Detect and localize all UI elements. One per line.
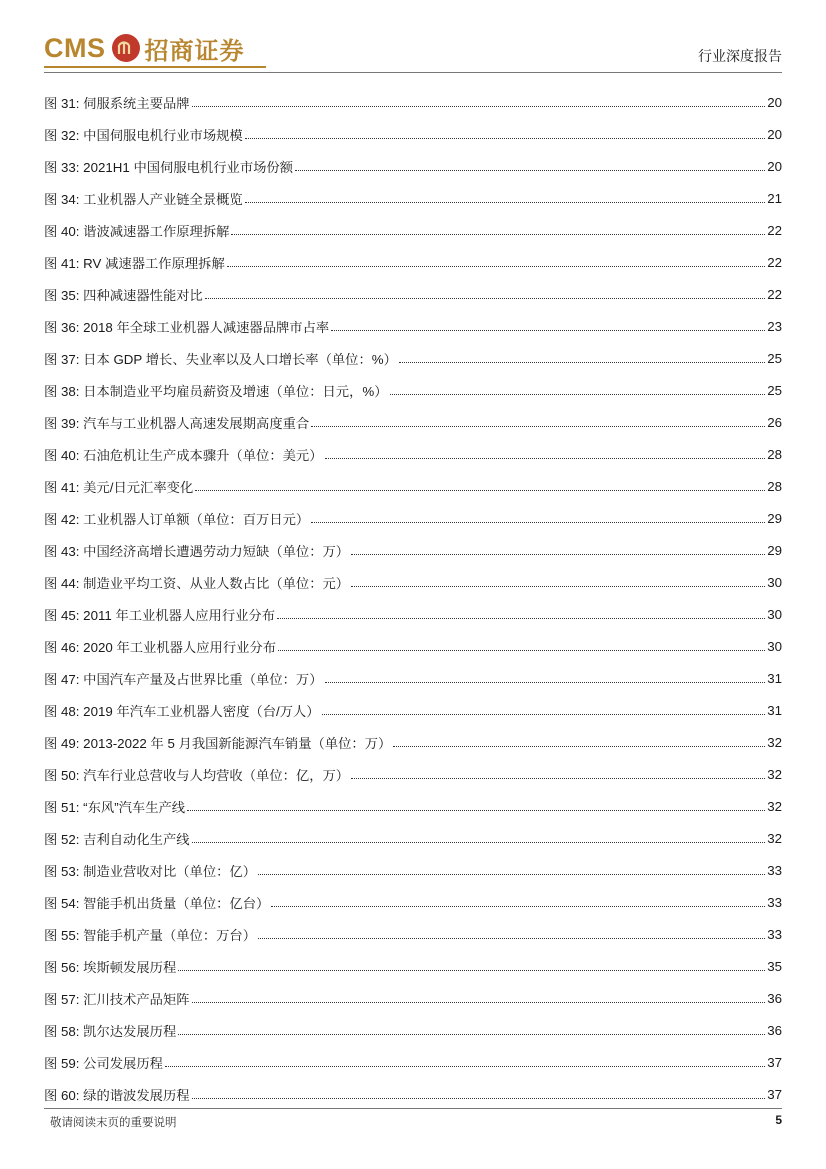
toc-entry-page: 30: [767, 638, 782, 654]
toc-entry[interactable]: [44, 1014, 782, 1046]
toc-entry-label: 图 56: 埃斯顿发展历程: [44, 959, 177, 975]
toc-leader-dots: [331, 330, 765, 331]
toc-entry[interactable]: [44, 438, 782, 470]
toc-entry-page: 37: [767, 1086, 782, 1102]
toc-entry-label: 图 47: 中国汽车产量及占世界比重（单位：万）: [44, 671, 323, 687]
toc-entry[interactable]: [44, 246, 782, 278]
toc-entry-label: 图 60: 绿的谐波发展历程: [44, 1087, 190, 1103]
toc-leader-dots: [192, 1098, 766, 1099]
toc-entry[interactable]: [44, 886, 782, 918]
toc-entry-label: 图 38: 日本制造业平均雇员薪资及增速（单位：日元，%）: [44, 383, 388, 399]
toc-leader-dots: [187, 810, 765, 811]
toc-leader-dots: [165, 1066, 765, 1067]
toc-entry-page: 28: [767, 478, 782, 494]
figure-list: [44, 86, 782, 1110]
toc-entry-page: 22: [767, 254, 782, 270]
logo-wordmark: CMS: [44, 32, 106, 63]
toc-leader-dots: [311, 522, 765, 523]
toc-entry-label: 图 45: 2011 年工业机器人应用行业分布: [44, 607, 276, 623]
toc-entry-page: 32: [767, 766, 782, 782]
toc-entry-label: 图 57: 汇川技术产品矩阵: [44, 991, 190, 1007]
toc-entry-page: 31: [767, 670, 782, 686]
toc-entry[interactable]: [44, 470, 782, 502]
toc-entry[interactable]: [44, 150, 782, 182]
toc-entry-page: 33: [767, 894, 782, 910]
toc-entry[interactable]: [44, 822, 782, 854]
toc-entry[interactable]: [44, 1046, 782, 1078]
toc-entry[interactable]: [44, 214, 782, 246]
toc-entry-label: 图 58: 凯尔达发展历程: [44, 1023, 177, 1039]
toc-entry-label: 图 54: 智能手机出货量（单位：亿台）: [44, 895, 270, 911]
logo-emblem-icon: [112, 34, 140, 62]
toc-leader-dots: [325, 682, 766, 683]
toc-entry-label: 图 31: 伺服系统主要品牌: [44, 95, 190, 111]
toc-leader-dots: [195, 490, 765, 491]
page-number: 5: [775, 1113, 782, 1127]
toc-entry-label: 图 50: 汽车行业总营收与人均营收（单位：亿，万）: [44, 767, 350, 783]
toc-entry-label: 图 49: 2013-2022 年 5 月我国新能源汽车销量（单位：万）: [44, 735, 392, 751]
toc-entry-page: 36: [767, 1022, 782, 1038]
toc-leader-dots: [351, 554, 765, 555]
toc-entry-page: 32: [767, 798, 782, 814]
toc-entry[interactable]: [44, 118, 782, 150]
toc-entry-label: 图 40: 谐波减速器工作原理拆解: [44, 223, 230, 239]
toc-leader-dots: [322, 714, 766, 715]
logo-chinese-name: 招商证券: [144, 36, 245, 65]
toc-entry[interactable]: [44, 406, 782, 438]
toc-leader-dots: [205, 298, 765, 299]
toc-entry-page: 29: [767, 542, 782, 558]
toc-leader-dots: [227, 266, 765, 267]
toc-entry[interactable]: [44, 566, 782, 598]
toc-entry[interactable]: [44, 950, 782, 982]
toc-entry-page: 25: [767, 382, 782, 398]
footer-disclaimer: 敬请阅读末页的重要说明: [50, 1115, 177, 1129]
toc-leader-dots: [271, 906, 765, 907]
toc-entry[interactable]: [44, 726, 782, 758]
toc-entry[interactable]: [44, 694, 782, 726]
toc-entry-page: 28: [767, 446, 782, 462]
cms-logo: [44, 28, 245, 68]
toc-leader-dots: [311, 426, 765, 427]
toc-entry-page: 20: [767, 126, 782, 142]
toc-entry[interactable]: [44, 982, 782, 1014]
toc-entry[interactable]: [44, 534, 782, 566]
toc-entry-label: 图 41: RV 减速器工作原理拆解: [44, 255, 225, 271]
toc-entry[interactable]: [44, 502, 782, 534]
toc-entry-label: 图 42: 工业机器人订单额（单位：百万日元）: [44, 511, 310, 527]
footer-divider: [44, 1108, 782, 1109]
toc-entry-label: 图 32: 中国伺服电机行业市场规模: [44, 127, 243, 143]
header-divider: [44, 72, 782, 73]
toc-entry-page: 32: [767, 734, 782, 750]
toc-leader-dots: [399, 362, 765, 363]
toc-entry[interactable]: [44, 854, 782, 886]
toc-entry-label: 图 33: 2021H1 中国伺服电机行业市场份额: [44, 159, 294, 175]
toc-entry-label: 图 41: 美元/日元汇率变化: [44, 479, 194, 495]
toc-leader-dots: [258, 938, 765, 939]
toc-entry-page: 25: [767, 350, 782, 366]
toc-entry-page: 37: [767, 1054, 782, 1070]
toc-entry[interactable]: [44, 310, 782, 342]
toc-leader-dots: [192, 106, 766, 107]
toc-entry[interactable]: [44, 182, 782, 214]
toc-entry-label: 图 51: “东风”汽车生产线: [44, 799, 186, 815]
toc-entry-label: 图 55: 智能手机产量（单位：万台）: [44, 927, 257, 943]
toc-leader-dots: [192, 842, 766, 843]
toc-entry-label: 图 35: 四种减速器性能对比: [44, 287, 203, 303]
toc-entry-label: 图 39: 汽车与工业机器人高速发展期高度重合: [44, 415, 310, 431]
toc-entry-label: 图 34: 工业机器人产业链全景概览: [44, 191, 243, 207]
toc-entry-page: 20: [767, 158, 782, 174]
toc-entry-page: 31: [767, 702, 782, 718]
toc-leader-dots: [258, 874, 765, 875]
report-type-label: 行业深度报告: [698, 49, 782, 65]
toc-leader-dots: [245, 202, 765, 203]
toc-entry-label: 图 52: 吉利自动化生产线: [44, 831, 190, 847]
toc-entry[interactable]: [44, 662, 782, 694]
toc-entry-page: 23: [767, 318, 782, 334]
toc-entry-page: 35: [767, 958, 782, 974]
toc-entry-label: 图 40: 石油危机让生产成本骤升（单位：美元）: [44, 447, 323, 463]
toc-leader-dots: [390, 394, 766, 395]
toc-entry[interactable]: [44, 374, 782, 406]
toc-leader-dots: [277, 618, 765, 619]
toc-entry-page: 30: [767, 606, 782, 622]
toc-leader-dots: [231, 234, 765, 235]
toc-entry-label: 图 36: 2018 年全球工业机器人减速器品牌市占率: [44, 319, 330, 335]
toc-leader-dots: [192, 1002, 766, 1003]
toc-leader-dots: [178, 1034, 765, 1035]
toc-entry-page: 36: [767, 990, 782, 1006]
toc-entry[interactable]: [44, 918, 782, 950]
toc-entry[interactable]: [44, 278, 782, 310]
toc-leader-dots: [295, 170, 765, 171]
toc-entry-page: 26: [767, 414, 782, 430]
toc-entry[interactable]: [44, 758, 782, 790]
toc-entry[interactable]: [44, 342, 782, 374]
toc-entry-label: 图 37: 日本 GDP 增长、失业率以及人口增长率（单位：%）: [44, 351, 397, 367]
toc-leader-dots: [325, 458, 766, 459]
toc-entry-page: 21: [767, 190, 782, 206]
toc-entry-label: 图 53: 制造业营收对比（单位：亿）: [44, 863, 257, 879]
toc-leader-dots: [278, 650, 765, 651]
toc-entry-page: 22: [767, 222, 782, 238]
page-header: [44, 28, 782, 72]
toc-leader-dots: [351, 778, 765, 779]
toc-leader-dots: [245, 138, 765, 139]
toc-entry-page: 29: [767, 510, 782, 526]
toc-entry-label: 图 44: 制造业平均工资、从业人数占比（单位：元）: [44, 575, 350, 591]
toc-entry[interactable]: [44, 630, 782, 662]
logo-underline: [44, 66, 266, 68]
toc-leader-dots: [178, 970, 765, 971]
toc-entry-label: 图 59: 公司发展历程: [44, 1055, 163, 1071]
toc-entry-page: 33: [767, 862, 782, 878]
toc-entry[interactable]: [44, 1078, 782, 1110]
toc-entry-label: 图 46: 2020 年工业机器人应用行业分布: [44, 639, 277, 655]
toc-entry-page: 20: [767, 94, 782, 110]
toc-entry[interactable]: [44, 790, 782, 822]
toc-entry[interactable]: [44, 598, 782, 630]
toc-entry-label: 图 48: 2019 年汽车工业机器人密度（台/万人）: [44, 703, 320, 719]
toc-leader-dots: [393, 746, 765, 747]
toc-leader-dots: [351, 586, 765, 587]
toc-entry-page: 33: [767, 926, 782, 942]
toc-entry-page: 30: [767, 574, 782, 590]
toc-entry-page: 22: [767, 286, 782, 302]
toc-entry-label: 图 43: 中国经济高增长遭遇劳动力短缺（单位：万）: [44, 543, 350, 559]
toc-entry-page: 32: [767, 830, 782, 846]
toc-entry[interactable]: [44, 86, 782, 118]
